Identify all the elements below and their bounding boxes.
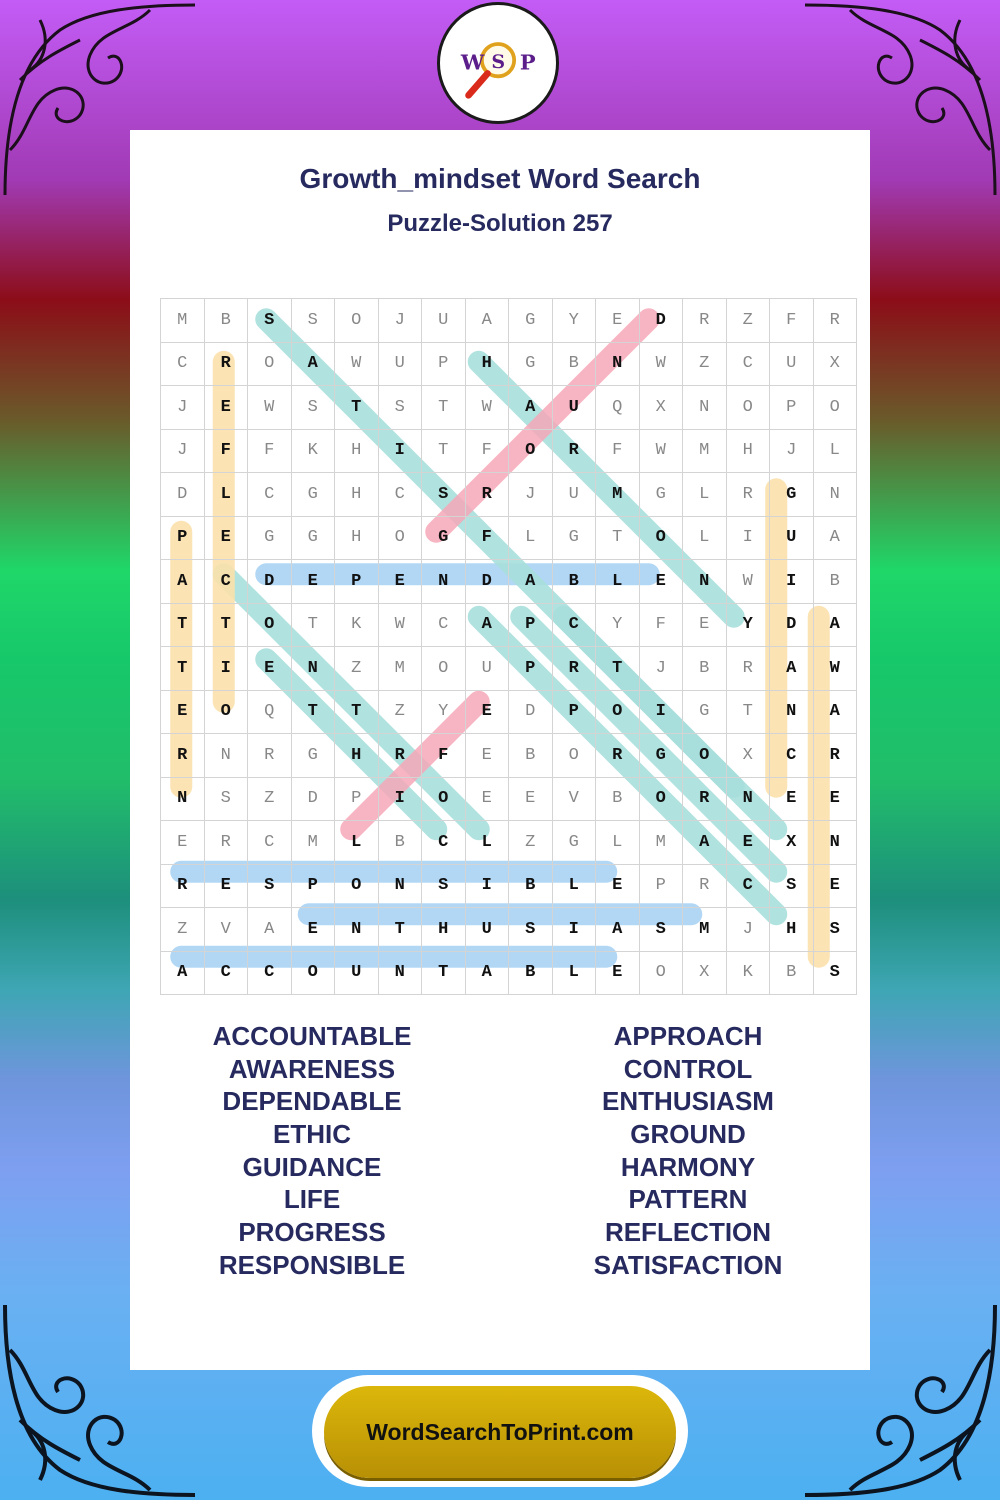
grid-cell: H — [335, 473, 379, 517]
word-list-item: SATISFACTION — [593, 1249, 783, 1280]
grid-cell: N — [770, 690, 814, 734]
grid-cell: E — [291, 908, 335, 952]
grid-row — [161, 821, 857, 865]
grid-cell: A — [509, 386, 553, 430]
grid-row — [161, 299, 857, 343]
grid-cell: O — [422, 777, 466, 821]
grid-cell: R — [204, 342, 248, 386]
grid-row — [161, 386, 857, 430]
grid-cell: R — [204, 821, 248, 865]
grid-cell: U — [770, 342, 814, 386]
grid-cell: U — [335, 951, 379, 995]
grid-cell: F — [465, 516, 509, 560]
grid-cell: F — [465, 429, 509, 473]
grid-cell: Z — [509, 821, 553, 865]
grid-cell: N — [683, 386, 727, 430]
grid-cell: C — [726, 342, 770, 386]
grid-cell: A — [161, 560, 205, 604]
grid-cell: G — [248, 516, 292, 560]
grid-cell: P — [509, 647, 553, 691]
grid-cell: E — [204, 386, 248, 430]
word-list-item: AWARENESS — [228, 1053, 396, 1084]
grid-cell: C — [422, 603, 466, 647]
grid-cell: T — [726, 690, 770, 734]
grid-cell: J — [639, 647, 683, 691]
grid-cell: U — [770, 516, 814, 560]
grid-cell: P — [291, 864, 335, 908]
grid-cell: E — [378, 560, 422, 604]
grid-cell: M — [683, 908, 727, 952]
grid-cell: A — [813, 516, 857, 560]
grid-cell: F — [639, 603, 683, 647]
grid-cell: S — [813, 951, 857, 995]
grid-cell: E — [465, 734, 509, 778]
grid-cell: B — [683, 647, 727, 691]
grid-cell: L — [465, 821, 509, 865]
grid-cell: R — [683, 299, 727, 343]
grid-cell: O — [248, 342, 292, 386]
grid-cell: H — [726, 429, 770, 473]
word-list-item: APPROACH — [613, 1021, 763, 1051]
grid-cell: G — [639, 734, 683, 778]
grid-cell: N — [422, 560, 466, 604]
grid-cell: T — [596, 516, 640, 560]
grid-cell: G — [770, 473, 814, 517]
grid-cell: V — [552, 777, 596, 821]
grid-cell: L — [596, 821, 640, 865]
grid-cell: I — [726, 516, 770, 560]
grid-cell: N — [726, 777, 770, 821]
grid-cell: B — [552, 342, 596, 386]
wsp-logo — [437, 2, 559, 124]
grid-cell: J — [509, 473, 553, 517]
grid-cell: M — [378, 647, 422, 691]
grid-cell: U — [552, 473, 596, 517]
grid-cell: O — [552, 734, 596, 778]
grid-cell: I — [378, 777, 422, 821]
grid-cell: E — [683, 603, 727, 647]
word-list-item: GUIDANCE — [242, 1151, 382, 1182]
grid-cell: K — [291, 429, 335, 473]
grid-cell: S — [378, 386, 422, 430]
grid-cell: D — [248, 560, 292, 604]
grid-cell: D — [161, 473, 205, 517]
word-list-item: PROGRESS — [238, 1217, 386, 1248]
grid-cell: V — [204, 908, 248, 952]
grid-cell: S — [509, 908, 553, 952]
grid-cell: S — [770, 864, 814, 908]
grid-cell: R — [552, 647, 596, 691]
grid-cell: B — [509, 734, 553, 778]
grid-cell: Q — [248, 690, 292, 734]
grid-row — [161, 777, 857, 821]
grid-cell: A — [465, 603, 509, 647]
grid-cell: O — [335, 299, 379, 343]
grid-cell: R — [161, 864, 205, 908]
grid-cell: R — [726, 647, 770, 691]
grid-cell: K — [335, 603, 379, 647]
grid-cell: O — [639, 777, 683, 821]
grid-cell: F — [248, 429, 292, 473]
grid-cell: F — [770, 299, 814, 343]
grid-cell: T — [291, 690, 335, 734]
grid-cell: O — [422, 647, 466, 691]
grid-cell: E — [465, 690, 509, 734]
grid-cell: R — [813, 734, 857, 778]
grid-cell: E — [596, 864, 640, 908]
grid-cell: Z — [726, 299, 770, 343]
word-list-item: ENTHUSIASM — [602, 1086, 774, 1117]
grid-row — [161, 690, 857, 734]
page-subtitle: Puzzle-Solution 257 — [387, 210, 613, 237]
grid-cell: A — [465, 951, 509, 995]
grid-cell: L — [683, 516, 727, 560]
grid-cell: N — [378, 951, 422, 995]
grid-cell: I — [639, 690, 683, 734]
grid-cell: W — [465, 386, 509, 430]
grid-cell: S — [291, 299, 335, 343]
grid-cell: F — [596, 429, 640, 473]
grid-cell: I — [465, 864, 509, 908]
grid-cell: F — [204, 429, 248, 473]
grid-cell: X — [813, 342, 857, 386]
grid-cell: E — [596, 299, 640, 343]
grid-cell: T — [422, 386, 466, 430]
grid-cell: G — [639, 473, 683, 517]
grid-cell: B — [509, 864, 553, 908]
grid-cell: H — [335, 734, 379, 778]
grid-cell: R — [726, 473, 770, 517]
grid-cell: P — [335, 560, 379, 604]
grid-cell: T — [204, 603, 248, 647]
grid-cell: R — [683, 777, 727, 821]
grid-cell: X — [726, 734, 770, 778]
grid-cell: X — [770, 821, 814, 865]
grid-cell: T — [422, 951, 466, 995]
grid-cell: E — [639, 560, 683, 604]
grid-row — [161, 908, 857, 952]
grid-cell: X — [683, 951, 727, 995]
grid-cell: O — [248, 603, 292, 647]
grid-cell: Q — [596, 386, 640, 430]
grid-cell: M — [639, 821, 683, 865]
grid-cell: A — [683, 821, 727, 865]
grid-cell: G — [291, 734, 335, 778]
grid-cell: U — [465, 908, 509, 952]
grid-cell: E — [204, 516, 248, 560]
grid-cell: S — [248, 864, 292, 908]
grid-cell: H — [422, 908, 466, 952]
grid-cell: O — [639, 516, 683, 560]
grid-cell: O — [378, 516, 422, 560]
grid-cell: C — [552, 603, 596, 647]
grid-cell: G — [291, 473, 335, 517]
grid-cell: U — [465, 647, 509, 691]
grid-cell: C — [378, 473, 422, 517]
grid-cell: B — [596, 777, 640, 821]
grid-cell: W — [378, 603, 422, 647]
grid-cell: O — [335, 864, 379, 908]
grid-cell: R — [248, 734, 292, 778]
grid-cell: G — [422, 516, 466, 560]
grid-cell: G — [509, 299, 553, 343]
site-link-button[interactable]: WordSearchToPrint.com — [324, 1386, 676, 1478]
grid-row — [161, 864, 857, 908]
grid-cell: B — [770, 951, 814, 995]
grid-cell: J — [161, 429, 205, 473]
grid-cell: O — [204, 690, 248, 734]
grid-cell: G — [552, 516, 596, 560]
word-list-item: CONTROL — [623, 1053, 753, 1084]
grid-cell: Z — [161, 908, 205, 952]
grid-cell: O — [291, 951, 335, 995]
grid-row — [161, 560, 857, 604]
word-list-item: DEPENDABLE — [222, 1086, 402, 1117]
grid-cell: R — [596, 734, 640, 778]
grid-cell: S — [813, 908, 857, 952]
grid-cell: U — [378, 342, 422, 386]
grid-cell: A — [813, 603, 857, 647]
grid-cell: W — [248, 386, 292, 430]
grid-cell: D — [465, 560, 509, 604]
grid-cell: S — [422, 473, 466, 517]
grid-cell: B — [509, 951, 553, 995]
grid-cell: I — [378, 429, 422, 473]
grid-cell: P — [161, 516, 205, 560]
logo-letter-w: W — [460, 49, 485, 75]
grid-cell: K — [726, 951, 770, 995]
grid-cell: B — [552, 560, 596, 604]
grid-cell: S — [248, 299, 292, 343]
grid-cell: J — [378, 299, 422, 343]
grid-cell: P — [422, 342, 466, 386]
grid-cell: H — [335, 516, 379, 560]
grid-cell: I — [204, 647, 248, 691]
grid-cell: W — [639, 429, 683, 473]
grid-cell: L — [813, 429, 857, 473]
grid-row — [161, 429, 857, 473]
grid-cell: N — [335, 908, 379, 952]
grid-cell: E — [161, 690, 205, 734]
grid-cell: E — [596, 951, 640, 995]
grid-cell: E — [726, 821, 770, 865]
grid-cell: R — [552, 429, 596, 473]
word-search-grid — [160, 298, 840, 983]
grid-cell: L — [335, 821, 379, 865]
grid-cell: J — [770, 429, 814, 473]
grid-cell: S — [291, 386, 335, 430]
word-list-item: GROUND — [630, 1119, 746, 1150]
grid-cell: S — [639, 908, 683, 952]
grid-cell: D — [291, 777, 335, 821]
grid-cell: X — [639, 386, 683, 430]
grid-cell: D — [770, 603, 814, 647]
grid-cell: Z — [378, 690, 422, 734]
grid-cell: W — [335, 342, 379, 386]
grid-cell: E — [813, 864, 857, 908]
grid-cell: C — [248, 473, 292, 517]
grid-cell: E — [291, 560, 335, 604]
grid-cell: O — [683, 734, 727, 778]
grid-row — [161, 603, 857, 647]
word-list-item: ETHIC — [273, 1119, 351, 1150]
logo-letter-p: P — [519, 49, 536, 75]
grid-cell: Z — [248, 777, 292, 821]
grid-cell: W — [639, 342, 683, 386]
grid-cell: W — [813, 647, 857, 691]
page-title: Growth_mindset Word Search — [299, 163, 701, 194]
grid-cell: R — [378, 734, 422, 778]
grid-cell: N — [813, 821, 857, 865]
grid-cell: C — [204, 560, 248, 604]
grid-cell: E — [813, 777, 857, 821]
word-list-left — [112, 1020, 512, 1282]
grid-cell: A — [465, 299, 509, 343]
grid-cell: T — [596, 647, 640, 691]
grid-cell: C — [770, 734, 814, 778]
grid-cell: C — [161, 342, 205, 386]
grid-cell: L — [552, 951, 596, 995]
grid-cell: T — [161, 647, 205, 691]
grid-cell: R — [465, 473, 509, 517]
grid-cell: T — [291, 603, 335, 647]
grid-cell: E — [248, 647, 292, 691]
grid-cell: C — [422, 821, 466, 865]
grid-row — [161, 342, 857, 386]
grid-cell: E — [465, 777, 509, 821]
grid-cell: C — [248, 821, 292, 865]
grid-cell: G — [552, 821, 596, 865]
grid-cell: T — [161, 603, 205, 647]
word-list-item: LIFE — [283, 1184, 341, 1215]
grid-cell: T — [378, 908, 422, 952]
grid-cell: L — [683, 473, 727, 517]
grid-row — [161, 516, 857, 560]
grid-cell: P — [335, 777, 379, 821]
grid-cell: O — [813, 386, 857, 430]
grid-cell: B — [813, 560, 857, 604]
grid-cell: A — [596, 908, 640, 952]
grid-cell: Y — [726, 603, 770, 647]
grid-cell: R — [161, 734, 205, 778]
word-list-item: HARMONY — [620, 1151, 756, 1182]
grid-cell: H — [335, 429, 379, 473]
grid-cell: J — [726, 908, 770, 952]
grid-cell: N — [161, 777, 205, 821]
grid-cell: W — [726, 560, 770, 604]
grid-cell: P — [552, 690, 596, 734]
grid-cell: G — [509, 342, 553, 386]
grid-cell: C — [204, 951, 248, 995]
grid-cell: G — [291, 516, 335, 560]
grid-cell: T — [422, 429, 466, 473]
word-list-item: REFLECTION — [604, 1217, 772, 1248]
grid-cell: P — [639, 864, 683, 908]
grid-row — [161, 647, 857, 691]
grid-row — [161, 951, 857, 995]
grid-cell: P — [770, 386, 814, 430]
grid-cell: T — [335, 386, 379, 430]
grid-cell: N — [291, 647, 335, 691]
grid-cell: C — [248, 951, 292, 995]
grid-cell: L — [552, 864, 596, 908]
grid-cell: Y — [596, 603, 640, 647]
grid-cell: Y — [552, 299, 596, 343]
grid-cell: S — [204, 777, 248, 821]
grid-cell: E — [509, 777, 553, 821]
grid-cell: B — [204, 299, 248, 343]
grid-cell: S — [422, 864, 466, 908]
grid-cell: G — [683, 690, 727, 734]
grid-cell: O — [509, 429, 553, 473]
grid-cell: D — [509, 690, 553, 734]
grid-cell: L — [596, 560, 640, 604]
grid-row — [161, 473, 857, 517]
grid-cell: E — [161, 821, 205, 865]
logo-letter-s: S — [491, 50, 506, 73]
grid-cell: L — [509, 516, 553, 560]
grid-cell: P — [509, 603, 553, 647]
grid-cell: D — [639, 299, 683, 343]
grid-cell: U — [552, 386, 596, 430]
grid-cell: I — [770, 560, 814, 604]
grid-cell: M — [596, 473, 640, 517]
grid-cell: H — [770, 908, 814, 952]
grid-cell: E — [204, 864, 248, 908]
grid-cell: M — [161, 299, 205, 343]
grid-cell: R — [683, 864, 727, 908]
grid-cell: O — [726, 386, 770, 430]
grid-cell: H — [465, 342, 509, 386]
word-list-right — [488, 1020, 888, 1282]
grid-cell: A — [248, 908, 292, 952]
grid-cell: M — [683, 429, 727, 473]
grid-cell: E — [770, 777, 814, 821]
grid-cell: A — [770, 647, 814, 691]
grid-cell: N — [204, 734, 248, 778]
grid-cell: U — [422, 299, 466, 343]
grid-cell: N — [683, 560, 727, 604]
grid-cell: A — [161, 951, 205, 995]
grid-cell: Y — [422, 690, 466, 734]
grid-cell: I — [552, 908, 596, 952]
grid-cell: C — [726, 864, 770, 908]
grid-cell: L — [204, 473, 248, 517]
grid-cell: B — [378, 821, 422, 865]
grid-cell: Z — [335, 647, 379, 691]
grid-cell: A — [813, 690, 857, 734]
grid-cell: O — [596, 690, 640, 734]
word-list-item: RESPONSIBLE — [218, 1249, 406, 1280]
grid-cell: O — [639, 951, 683, 995]
grid-cell: N — [596, 342, 640, 386]
grid-cell: T — [335, 690, 379, 734]
word-list-item: ACCOUNTABLE — [212, 1021, 412, 1051]
grid-row — [161, 734, 857, 778]
word-list-item: PATTERN — [628, 1184, 748, 1215]
grid-cell: A — [509, 560, 553, 604]
grid-cell: N — [378, 864, 422, 908]
grid-cell: R — [813, 299, 857, 343]
grid-cell: F — [422, 734, 466, 778]
grid-cell: Z — [683, 342, 727, 386]
grid-cell: J — [161, 386, 205, 430]
grid-cell: A — [291, 342, 335, 386]
grid-cell: M — [291, 821, 335, 865]
grid-cell: N — [813, 473, 857, 517]
